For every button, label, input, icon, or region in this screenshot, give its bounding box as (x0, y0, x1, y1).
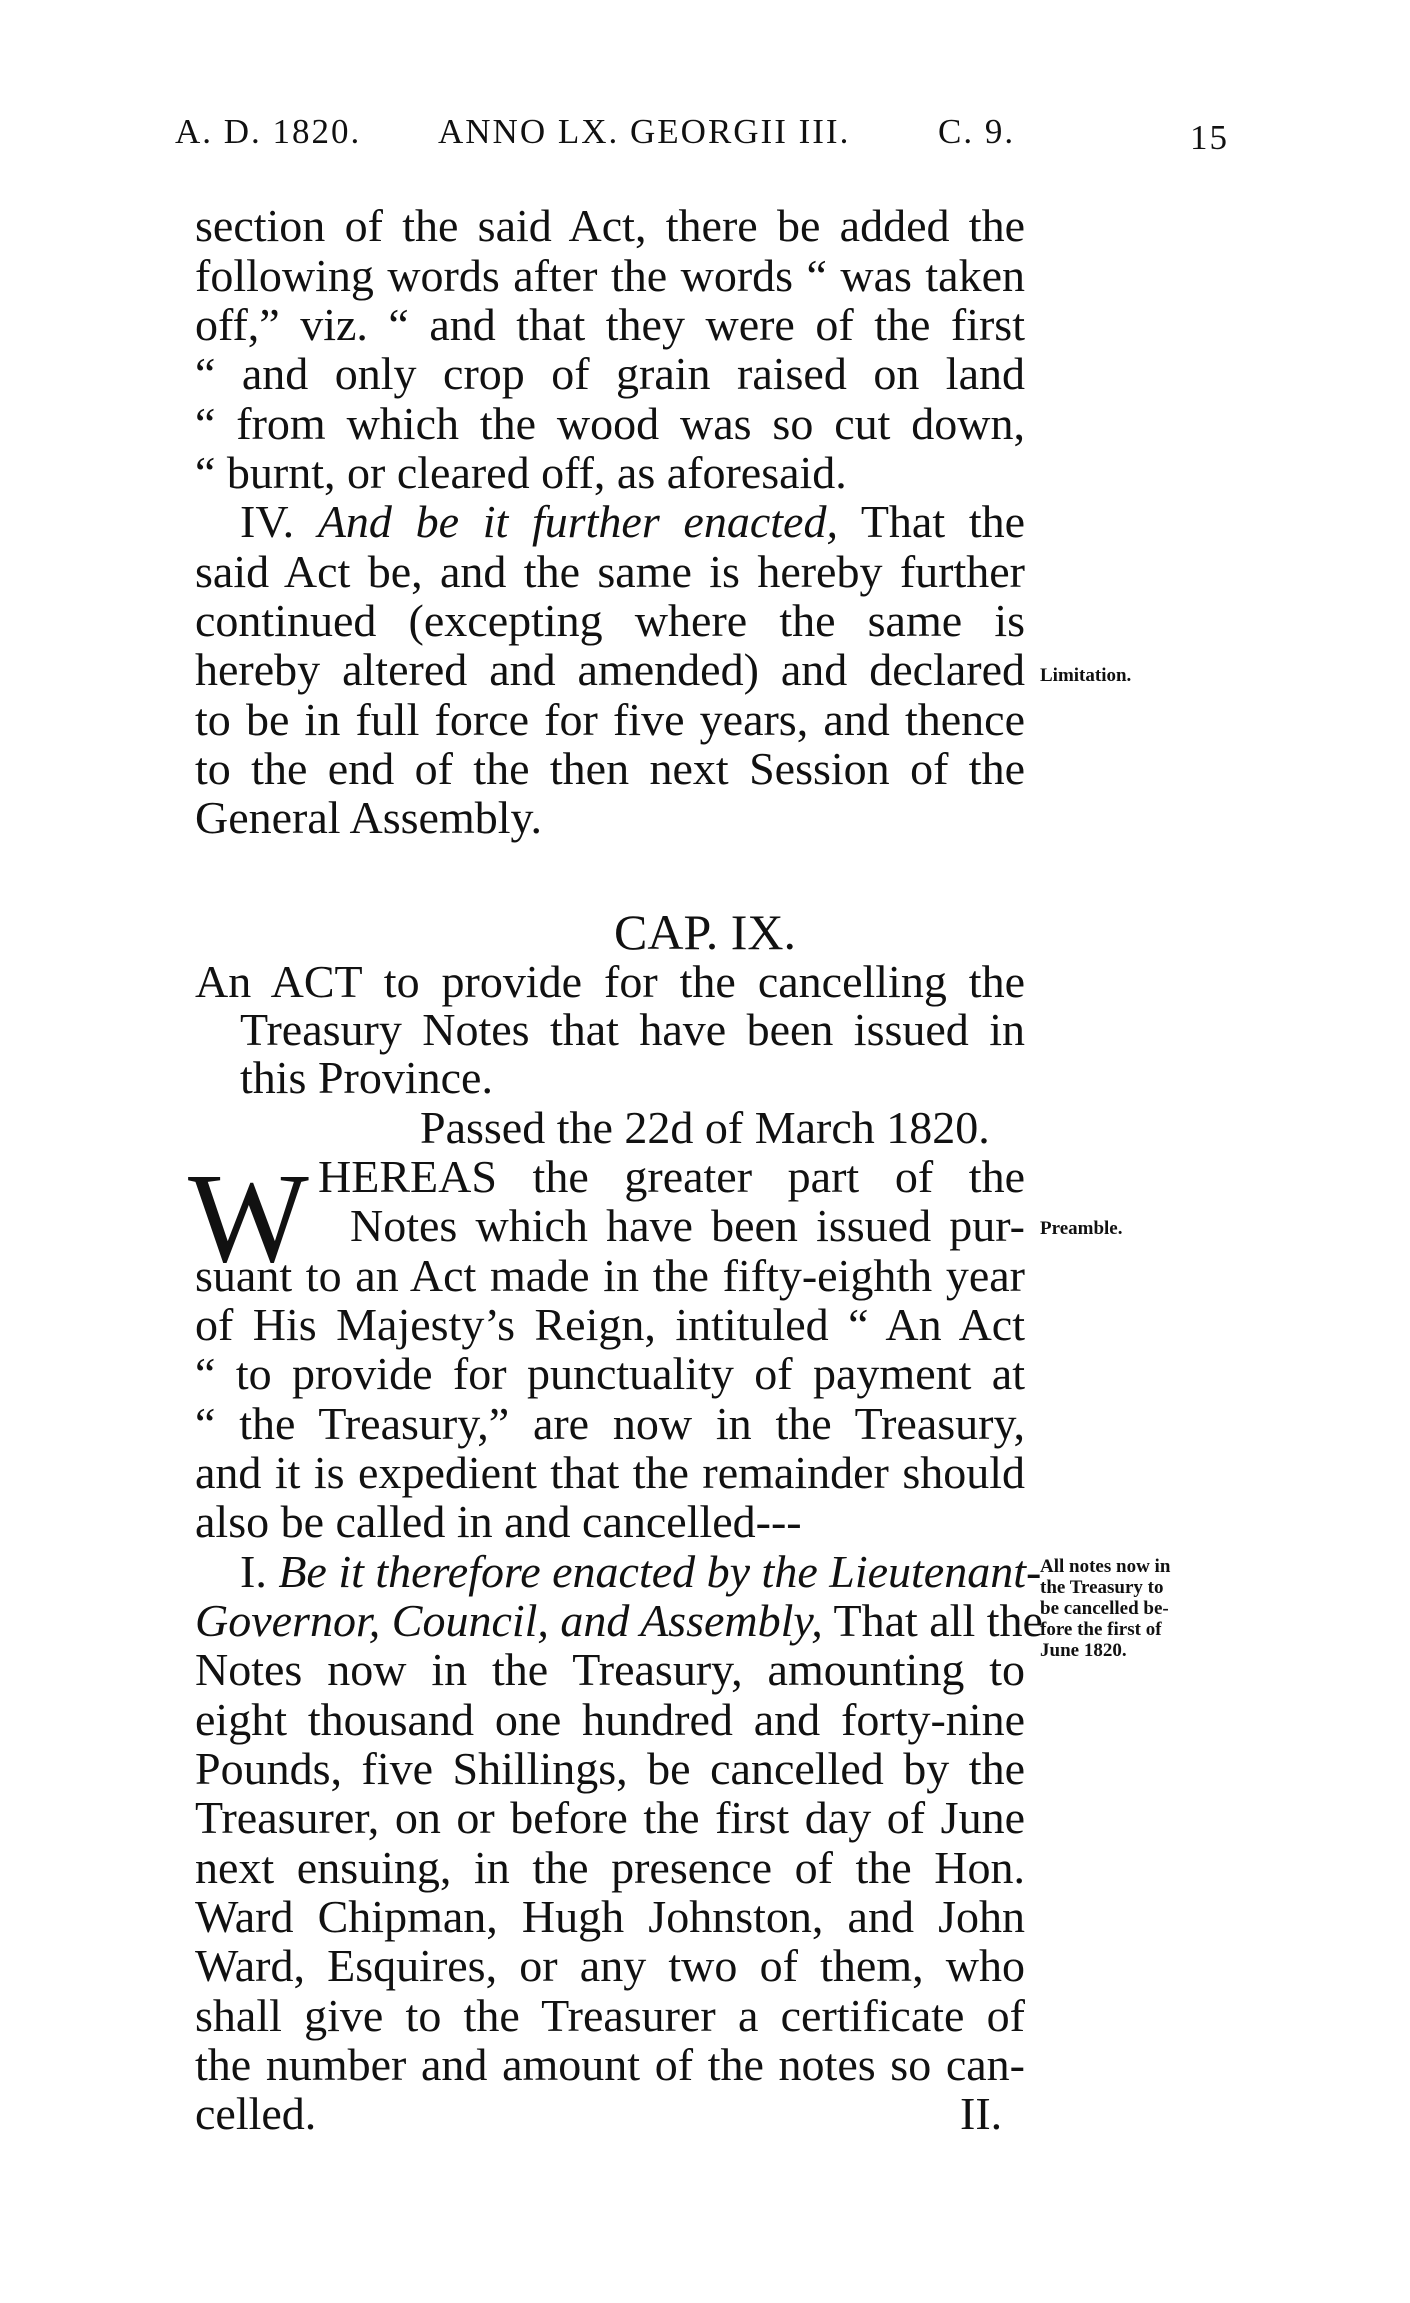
text-line: Treasurer, on or before the first day of June (195, 1792, 1025, 1843)
text-line: “ to provide for punctuality of payment at (195, 1348, 1025, 1399)
margin-note-preamble: Preamble. (1040, 1218, 1123, 1239)
text-line: the number and amount of the notes so can- (195, 2039, 1025, 2090)
margin-note-line: All notes now in (1040, 1556, 1171, 1577)
text-line: Notes which have been issued pur- (350, 1200, 1025, 1251)
text-fragment: That all the (833, 1595, 1043, 1646)
text-line: to the end of the then next Session of the (195, 743, 1025, 794)
text-line: General Assembly. (195, 792, 543, 843)
chapter-title: CAP. IX. (614, 904, 796, 960)
act-title-line: An ACT to provide for the cancelling the (195, 956, 1025, 1007)
enacting-clause: And be it further enacted, (317, 496, 838, 547)
text-line: “ the Treasury,” are now in the Treasury, (195, 1398, 1025, 1449)
margin-note-line: be cancelled be- (1040, 1598, 1169, 1619)
text-line: of His Majesty’s Reign, intituled “ An Act (195, 1299, 1025, 1350)
header-chapter: C. 9. (938, 112, 1016, 151)
text-line: hereby altered and amended) and declared (195, 644, 1025, 695)
text-line: Notes now in the Treasury, amounting to (195, 1644, 1025, 1695)
section-number: IV. (240, 496, 295, 547)
text-fragment: That the (860, 496, 1026, 547)
text-line: continued (excepting where the same is (195, 595, 1025, 646)
margin-note-line: June 1820. (1040, 1640, 1127, 1661)
passed-date: Passed the 22d of March 1820. (420, 1102, 990, 1153)
text-line: Pounds, five Shillings, be cancelled by the (195, 1743, 1025, 1794)
text-line: “ from which the wood was so cut down, (195, 398, 1025, 449)
section-i-second-line (195, 1595, 1043, 1646)
text-line: section of the said Act, there be added the (195, 200, 1025, 251)
text-line: “ and only crop of grain raised on land (195, 348, 1025, 399)
margin-note-limitation: Limitation. (1040, 665, 1132, 686)
margin-note-line: fore the first of (1040, 1619, 1162, 1640)
header-year: A. D. 1820. (175, 112, 362, 151)
catchword: II. (960, 2088, 1003, 2139)
margin-note-cancellation (1040, 1556, 1170, 1661)
text-line: also be called in and cancelled--- (195, 1496, 802, 1547)
text-line: off,” viz. “ and that they were of the first (195, 299, 1025, 350)
drop-cap: W (188, 1147, 309, 1289)
text-line: suant to an Act made in the fifty-eighth year (195, 1250, 1025, 1301)
act-title-line: Treasury Notes that have been issued in (240, 1004, 1025, 1055)
last-line: celled. (195, 2088, 317, 2139)
section-iv-first-line (240, 498, 1025, 546)
text-line: to be in full force for five years, and thence (195, 694, 1025, 745)
text-line: said Act be, and the same is hereby further (195, 546, 1025, 597)
text-line: next ensuing, in the presence of the Hon. (195, 1842, 1025, 1893)
act-title-line: this Province. (240, 1052, 493, 1103)
text-line: Ward, Esquires, or any two of them, who (195, 1940, 1025, 1991)
enacting-clause: Governor, Council, and Assembly, (195, 1595, 823, 1646)
text-line: HEREAS the greater part of the (318, 1151, 1025, 1202)
text-line: and it is expedient that the remainder should (195, 1447, 1025, 1498)
section-number: I. (240, 1546, 267, 1597)
text-line: shall give to the Treasurer a certificate of (195, 1990, 1025, 2041)
text-line: Ward Chipman, Hugh Johnston, and John (195, 1891, 1025, 1942)
text-line: eight thousand one hundred and forty-nine (195, 1694, 1025, 1745)
header-regnal-year: ANNO LX. GEORGII III. (438, 112, 851, 151)
margin-note-line: the Treasury to (1040, 1577, 1164, 1598)
text-line: “ burnt, or cleared off, as aforesaid. (195, 447, 847, 498)
text-line: following words after the words “ was taken (195, 250, 1025, 301)
section-i-first-line (240, 1546, 1042, 1597)
page-number: 15 (1190, 118, 1229, 157)
enacting-clause: Be it therefore enacted by the Lieutenant- (278, 1546, 1042, 1597)
